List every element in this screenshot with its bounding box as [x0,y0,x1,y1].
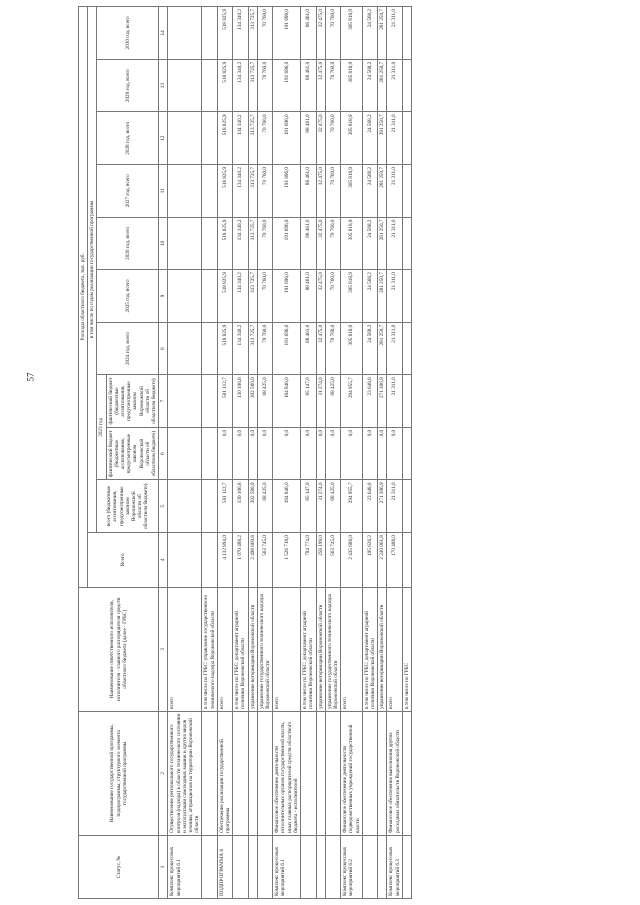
value-cell [202,59,217,112]
status-cell [402,835,411,898]
name-cell: Осуществление регионального государственного контроля (надзора) в области технического состояния и эксплуатации самоходных машин и других видов техники, аттракционов на территории Воронежской области [168,711,202,835]
column-number: 1 [159,835,168,898]
value-cell: 191 696,0 [273,112,301,165]
value-cell: 32 475,0 [316,322,325,375]
value-cell [402,533,411,588]
value-cell [402,480,411,533]
table-row [402,7,411,899]
header-expenses: Расходы областного бюджета, тыс. руб. [79,7,88,588]
value-cell [168,533,202,588]
responsible-cell: всего [168,587,202,711]
value-cell: 281 250,7 [378,270,387,323]
header-2025: 2025 год, всего [97,270,159,323]
value-cell: 23 648,8 [362,480,377,533]
header-2030: 2030 год, всего [97,7,159,60]
value-cell: 70 760,0 [257,217,272,270]
value-cell [168,112,202,165]
value-cell: 704 774,0 [301,533,316,588]
value-cell: 2 498 660,8 [248,533,257,588]
value-cell: 305 818,9 [341,112,363,165]
value-cell: 134 340,2 [233,7,248,60]
header-status: Статус, № [79,835,159,898]
name-cell [362,711,377,835]
column-number: 7 [159,375,168,428]
value-cell [168,59,202,112]
value-cell [402,217,411,270]
table-row [168,7,202,899]
value-cell: 305 818,9 [341,59,363,112]
status-cell [257,835,272,898]
value-cell: 170 488,0 [387,533,402,588]
value-cell: 313 725,7 [248,164,257,217]
status-cell [233,835,248,898]
value-cell: 70 760,0 [325,217,340,270]
value-cell [202,164,217,217]
column-number: 11 [159,164,168,217]
table-row [273,7,301,899]
value-cell: 518 825,9 [217,164,232,217]
header-name: Наименование государственной программы, подпрограммы, структурного элемента государственной программы [79,711,159,835]
name-cell [378,711,387,835]
responsible-cell: в том числе по ГРБС: департамент аграрной политики Воронежской области [233,587,248,711]
value-cell: 31 274,0 [316,480,325,533]
value-cell: 21 311,0 [387,59,402,112]
value-cell: 281 250,7 [378,322,387,375]
value-cell: 70 760,0 [257,112,272,165]
value-cell: 281 250,7 [378,7,387,60]
value-cell: 302 580,9 [248,480,257,533]
value-cell: 305 818,9 [341,7,363,60]
name-cell: Обеспечение реализации государственной программы [217,711,232,835]
value-cell [202,217,217,270]
value-cell: 563 745,0 [257,533,272,588]
name-cell: Финансовое обеспечение деятельности исполнительных органов государственной власти, иных главных распорядителей средств областного бюджета - исполнителей [273,711,301,835]
value-cell: 24 568,2 [362,112,377,165]
value-cell: 134 340,2 [233,217,248,270]
value-cell: 21 311,0 [387,164,402,217]
value-cell: 195 626,2 [362,533,377,588]
value-cell: 70 760,0 [325,270,340,323]
value-cell [168,427,202,480]
table-row [316,7,325,899]
header-2027: 2027 год, всего [97,164,159,217]
value-cell: 21 311,0 [387,375,402,428]
table-row [248,7,257,899]
value-cell: 88 461,0 [301,7,316,60]
value-cell: 1 526 718,0 [273,533,301,588]
value-cell [202,533,217,588]
value-cell: 24 568,2 [362,164,377,217]
value-cell: 305 818,9 [341,322,363,375]
value-cell: 191 696,0 [273,217,301,270]
value-cell: 501 112,7 [217,375,232,428]
expenses-table [78,6,412,899]
value-cell: 70 760,0 [257,270,272,323]
column-number: 9 [159,270,168,323]
responsible-cell: управление ветеринарии Воронежской области [378,587,387,711]
table-row [217,7,232,899]
value-cell: 0,0 [325,427,340,480]
value-cell: 0,0 [273,427,301,480]
value-cell: 68 425,0 [257,480,272,533]
value-cell: 21 311,0 [387,217,402,270]
value-cell: 518 825,9 [217,322,232,375]
value-cell: 191 696,0 [273,270,301,323]
value-cell: 0,0 [378,427,387,480]
column-number: 3 [159,587,168,711]
value-cell [202,7,217,60]
status-cell: Комплекс процессных мероприятий 6.1 [168,835,202,898]
value-cell: 258 199,0 [316,533,325,588]
header-by-years: в том числе по годам реализации государственной программы [88,7,97,533]
column-number: 14 [159,7,168,60]
value-cell: 518 825,9 [217,112,232,165]
value-cell [202,270,217,323]
status-cell: Комплекс процессных мероприятий 6.3 [387,835,402,898]
value-cell: 518 825,9 [217,270,232,323]
value-cell: 313 725,7 [248,270,257,323]
value-cell: 130 106,8 [233,375,248,428]
value-cell: 184 846,0 [273,480,301,533]
value-cell: 70 760,0 [325,7,340,60]
value-cell: 0,0 [301,427,316,480]
responsible-cell: управление государственного технического надзора Воронежской области [325,587,340,711]
value-cell: 32 475,0 [316,164,325,217]
value-cell: 191 696,0 [273,322,301,375]
value-cell: 24 568,2 [362,217,377,270]
value-cell: 32 475,0 [316,270,325,323]
value-cell: 313 725,7 [248,217,257,270]
value-cell [202,480,217,533]
value-cell: 184 846,0 [273,375,301,428]
value-cell: 21 311,0 [387,270,402,323]
value-cell: 518 825,9 [217,7,232,60]
header-2028: 2028 год, всего [97,112,159,165]
value-cell [202,112,217,165]
responsible-cell: в том числе по ГРБС: департамент аграрной политики Воронежской области [301,587,316,711]
value-cell: 4 132 894,0 [217,533,232,588]
responsible-cell: в том числе по ГРБС: управление государственного технического надзора Воронежской области [202,587,217,711]
value-cell [168,322,202,375]
status-cell [325,835,340,898]
column-number: 10 [159,217,168,270]
value-cell: 313 725,7 [248,322,257,375]
header-responsible: Наименование ответственного исполнителя, исполнителя - главного распорядителя средств областного бюджета (далее - ГРБС) [79,587,159,711]
header-2023-total: всего (бюджетные ассигнования, предусмотренные законом Воронежской области об областном бюджете) [97,480,159,533]
value-cell [402,322,411,375]
value-cell: 31 274,0 [316,375,325,428]
name-cell [325,711,340,835]
value-cell [168,7,202,60]
column-number: 8 [159,322,168,375]
value-cell: 68 425,0 [325,375,340,428]
column-number: 5 [159,480,168,533]
responsible-cell: в том числе по ГРБС: департамент аграрной политики Воронежской области [362,587,377,711]
table-row [362,7,377,899]
value-cell [168,480,202,533]
header-2029: 2029 год, всего [97,59,159,112]
value-cell: 313 725,7 [248,112,257,165]
value-cell: 0,0 [257,427,272,480]
value-cell: 70 760,0 [257,59,272,112]
value-cell: 134 340,2 [233,270,248,323]
value-cell: 24 568,2 [362,59,377,112]
value-cell [402,7,411,60]
status-cell: Комплекс процессных мероприятий 6.2 [341,835,363,898]
value-cell: 21 311,0 [387,480,402,533]
value-cell: 563 745,0 [325,533,340,588]
table-row [387,7,402,899]
value-cell: 21 311,0 [387,322,402,375]
name-cell [202,711,217,835]
value-cell: 68 425,0 [257,375,272,428]
responsible-cell: управление ветеринарии Воронежской области [248,587,257,711]
status-cell [378,835,387,898]
status-cell [301,835,316,898]
value-cell: 518 825,9 [217,217,232,270]
column-number: 4 [159,533,168,588]
name-cell [402,711,411,835]
value-cell: 88 461,0 [301,217,316,270]
value-cell: 191 696,0 [273,164,301,217]
header-2026: 2026 год, всего [97,217,159,270]
value-cell: 271 306,9 [378,375,387,428]
status-cell [316,835,325,898]
name-cell [301,711,316,835]
value-cell: 134 340,2 [233,112,248,165]
value-cell [202,322,217,375]
value-cell [402,270,411,323]
responsible-cell: управление ветеринарии Воронежской области [316,587,325,711]
value-cell: 70 760,0 [325,112,340,165]
column-number: 2 [159,711,168,835]
value-cell: 85 147,0 [301,375,316,428]
column-number: 6 [159,427,168,480]
value-cell: 271 306,9 [378,480,387,533]
header-2023: 2023 год [97,375,106,480]
value-cell: 2 240 061,8 [378,533,387,588]
value-cell: 88 461,0 [301,322,316,375]
value-cell: 313 725,7 [248,59,257,112]
responsible-cell: всего [273,587,301,711]
table-row [233,7,248,899]
value-cell: 21 311,0 [387,112,402,165]
value-cell: 0,0 [387,427,402,480]
value-cell [402,112,411,165]
responsible-cell: в том числе по ГРБС [402,587,411,711]
value-cell: 294 955,7 [341,375,363,428]
value-cell: 0,0 [362,427,377,480]
value-cell: 0,0 [248,427,257,480]
value-cell: 88 461,0 [301,164,316,217]
value-cell: 134 340,2 [233,322,248,375]
table-row [202,7,217,899]
value-cell: 518 825,9 [217,59,232,112]
column-number: 13 [159,59,168,112]
header-total: Всего [88,533,159,588]
status-cell [248,835,257,898]
responsible-cell: всего [341,587,363,711]
value-cell: 85 147,0 [301,480,316,533]
table-body [168,7,412,899]
responsible-cell: управление государственного технического надзора Воронежской области [257,587,272,711]
value-cell: 32 475,0 [316,7,325,60]
value-cell: 1 070 488,2 [233,533,248,588]
value-cell [168,217,202,270]
value-cell: 70 760,0 [325,59,340,112]
value-cell: 70 760,0 [257,7,272,60]
status-cell: ПОДПРОГРАММА 6 [217,835,232,898]
value-cell [402,427,411,480]
value-cell: 313 725,7 [248,7,257,60]
page-number: 57 [25,372,36,382]
table-row [257,7,272,899]
table-row [378,7,387,899]
table-row [341,7,363,899]
value-cell: 130 106,8 [233,480,248,533]
name-cell [248,711,257,835]
value-cell: 24 568,2 [362,322,377,375]
value-cell: 0,0 [316,427,325,480]
value-cell: 305 818,9 [341,270,363,323]
name-cell [257,711,272,835]
responsible-cell: всего [217,587,232,711]
value-cell: 302 580,9 [248,375,257,428]
value-cell: 305 818,9 [341,217,363,270]
value-cell: 70 760,0 [325,164,340,217]
name-cell: Финансовое обеспечение выполнения других расходных обязательств Воронежской области [387,711,402,835]
value-cell: 281 250,7 [378,112,387,165]
table-row [325,7,340,899]
value-cell: 70 760,0 [325,322,340,375]
value-cell: 88 461,0 [301,270,316,323]
value-cell [402,375,411,428]
value-cell: 305 818,9 [341,164,363,217]
value-cell: 0,0 [217,427,232,480]
value-cell: 0,0 [341,427,363,480]
value-cell [202,375,217,428]
value-cell: 70 760,0 [257,322,272,375]
value-cell: 21 311,0 [387,7,402,60]
value-cell: 68 425,0 [325,480,340,533]
column-number: 12 [159,112,168,165]
value-cell: 32 475,0 [316,59,325,112]
value-cell: 191 696,0 [273,59,301,112]
value-cell [202,427,217,480]
value-cell: 32 475,0 [316,112,325,165]
name-cell [316,711,325,835]
column-numbers-row [159,7,168,899]
value-cell: 24 568,2 [362,7,377,60]
value-cell [168,164,202,217]
value-cell: 501 112,7 [217,480,232,533]
value-cell: 24 568,2 [362,270,377,323]
name-cell: Финансовое обеспечение деятельности подведомственных учреждений государственной власти [341,711,363,835]
value-cell: 70 760,0 [257,164,272,217]
header-actual-plan: фактический бюджет (бюджетные ассигнования, предусмотренные законом Воронежской области об областном бюджете) [106,375,159,428]
value-cell: 281 250,7 [378,217,387,270]
value-cell: 23 648,8 [362,375,377,428]
value-cell [402,59,411,112]
responsible-cell: всего [387,587,402,711]
value-cell: 281 250,7 [378,59,387,112]
name-cell [233,711,248,835]
status-cell: Комплекс процессных мероприятий 6.1 [273,835,301,898]
header-actual: фактический бюджет (бюджетные ассигнования, предусмотренные законом Воронежской области об областном бюджете) [106,427,159,480]
value-cell: 88 461,0 [301,112,316,165]
value-cell: 0,0 [233,427,248,480]
value-cell: 281 250,7 [378,164,387,217]
value-cell: 191 696,0 [273,7,301,60]
status-cell [362,835,377,898]
value-cell: 134 340,2 [233,164,248,217]
value-cell [168,270,202,323]
table-row [301,7,316,899]
status-cell [202,835,217,898]
header-2024: 2024 год, всего [97,322,159,375]
value-cell: 294 955,7 [341,480,363,533]
value-cell: 88 461,0 [301,59,316,112]
landscape-sheet [72,0,612,905]
value-cell [402,164,411,217]
value-cell [168,375,202,428]
value-cell: 134 340,2 [233,59,248,112]
value-cell: 32 475,0 [316,217,325,270]
value-cell: 2 435 688,0 [341,533,363,588]
